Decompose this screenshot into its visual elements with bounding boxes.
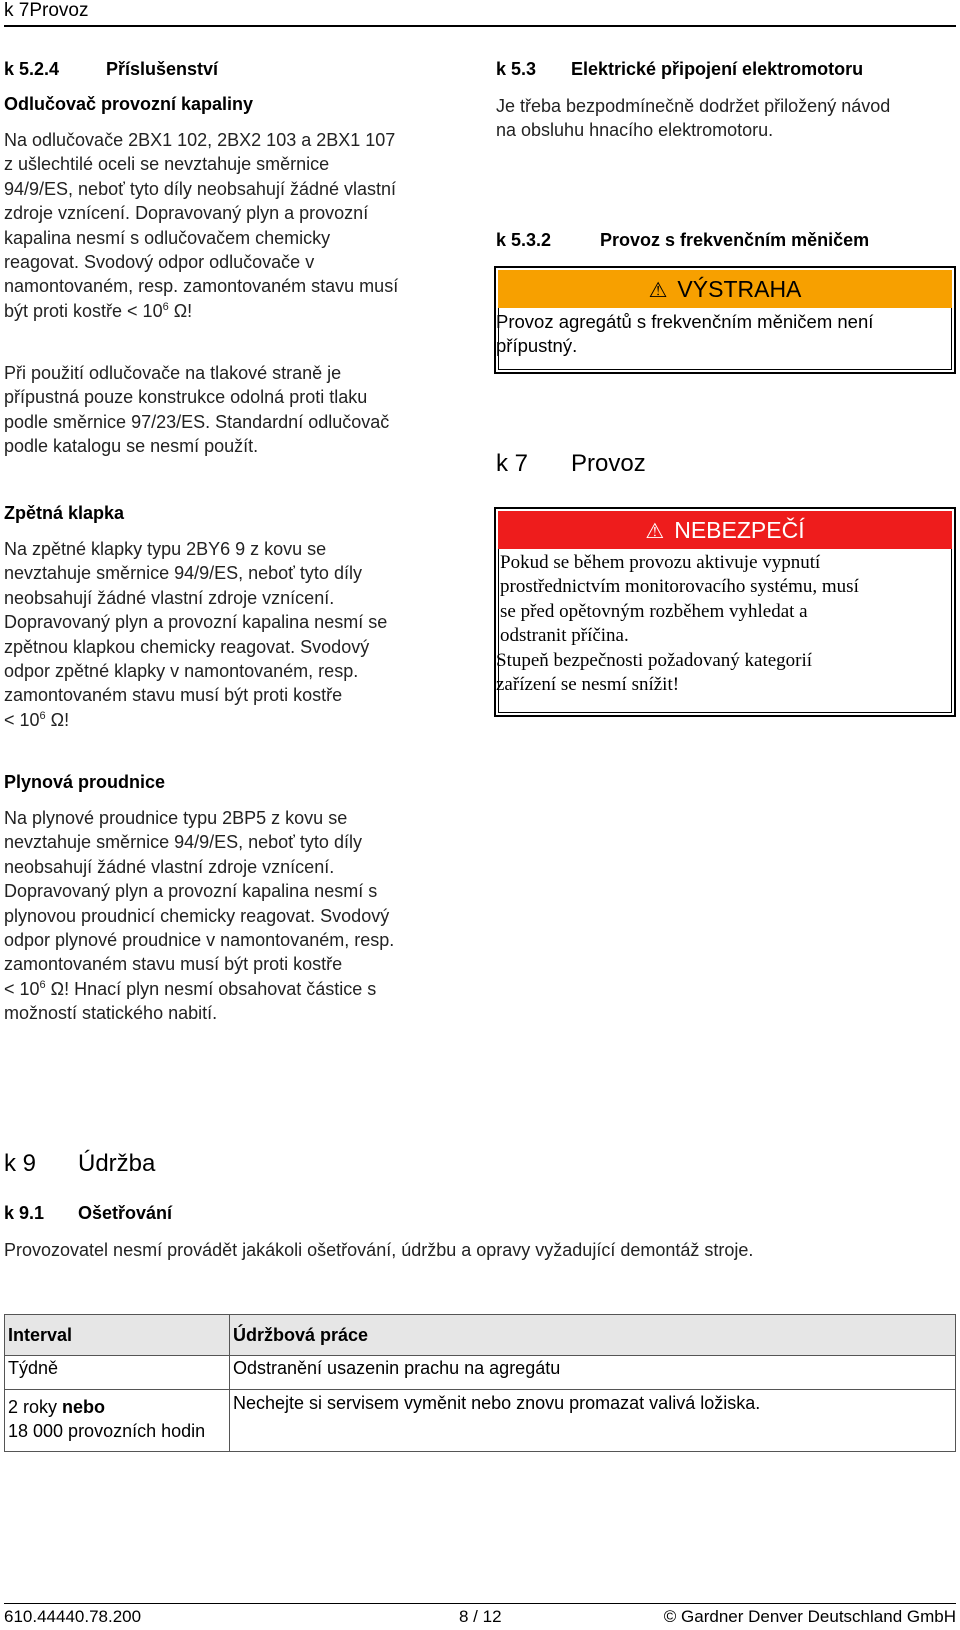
- warning-triangle-icon: ⚠: [648, 279, 668, 302]
- section-title-53: Elektrické připojení elektromotoru: [571, 59, 864, 79]
- section-title-532: Provoz s frekvenčním měničem: [600, 230, 870, 250]
- table-cell-interval: 2 roky nebo 18 000 provozních hodin: [5, 1390, 230, 1452]
- section-number-9: k 9: [4, 1150, 37, 1177]
- section-number-532: k 5.3.2: [496, 230, 552, 250]
- section-title-91: Ošetřování: [78, 1203, 173, 1223]
- check-valve-paragraph: Na zpětné klapky typu 2BY6 9 z kovu se nevztahuje směrnice 94/9/ES, neboť tyto díly neobsahují žádné vlastní zdroje vznícení. Dopravovaný plyn a provozní kapalina nesmí se zpětnou klapkou chemicky reagovat. Svodový odpor zpětné klapky v namontovaném, resp. zamontovaném stavu musí být proti kostře < $10^6$ Ω!: [4, 539, 388, 730]
- section-title-9: Údržba: [78, 1150, 156, 1177]
- table-cell-interval: Týdně: [5, 1356, 230, 1390]
- check-valve-heading: Zpětná klapka: [4, 503, 125, 523]
- section-title-7: Provoz: [571, 450, 646, 477]
- section-title-524: Příslušenství: [106, 59, 219, 79]
- section-number-7: k 7: [496, 450, 529, 477]
- running-header: k 7Provoz: [4, 0, 89, 21]
- maintenance-table: [4, 1314, 956, 1452]
- warning-text: Provoz agregátů s frekvenčním měničem není přípustný.: [496, 311, 874, 357]
- footer-doc-number: 610.44440.78.200: [4, 1607, 142, 1626]
- danger-label: NEBEZPEČÍ: [674, 517, 805, 543]
- danger-box: [494, 507, 956, 717]
- header-rule: [4, 25, 956, 27]
- section-number-91: k 9.1: [4, 1203, 45, 1223]
- motor-instructions: Je třeba bezpodmínečně dodržet přiložený návod na obsluhu hnacího elektromotoru.: [496, 96, 891, 141]
- warning-box: [494, 266, 956, 374]
- separator-paragraph: Na odlučovače 2BX1 102, 2BX2 103 a 2BX1 107 z ušlechtilé oceli se nevztahuje směrnice 94/9/ES, neboť tyto díly neobsahují žádné vlastní zdroje vznícení. Dopravovaný plyn a provozní kapalina nesmí s odlučovačem chemicky reagovat. Svodový odpor odlučovače v namontovaném, resp. zamontovaném stavu musí být proti kostře < $10^6$ Ω!: [4, 130, 399, 321]
- separator-heading: Odlučovač provozní kapaliny: [4, 94, 254, 114]
- danger-text: Pokud se během provozu aktivuje vypnutí prostřednictvím monitorovacího systému, musí se před opětovným rozběhem vyhledat a odstranit příčina.: [500, 552, 859, 647]
- separator-pressure-paragraph: Při použití odlučovače na tlakové straně je přípustná pouze konstrukce odolná proti tlaku podle směrnice 97/23/ES. Standardní odlučovač podle katalogu se nesmí použít.: [4, 363, 390, 457]
- table-cell-work: Odstranění usazenin prachu na agregátu: [230, 1356, 956, 1390]
- table-cell-work: Nechejte si servisem vyměnit nebo znovu promazat valivá ložiska.: [230, 1390, 956, 1452]
- warning-header: [498, 270, 952, 308]
- warning-label: VÝSTRAHA: [677, 276, 802, 302]
- footer-rule: [4, 1603, 956, 1604]
- table-row: [5, 1390, 956, 1452]
- danger-header: [498, 511, 952, 549]
- column-header-work: Údržbová práce: [230, 1315, 956, 1356]
- section-number-53: k 5.3: [496, 59, 537, 79]
- maintenance-intro: Provozovatel nesmí provádět jakákoli ošetřování, údržbu a opravy vyžadující demontáž stroje.: [4, 1240, 754, 1260]
- danger-triangle-icon: ⚠: [645, 520, 665, 543]
- section-number-524: k 5.2.4: [4, 59, 60, 79]
- column-header-interval: Interval: [5, 1315, 230, 1356]
- footer-copyright: © Gardner Denver Deutschland GmbH: [663, 1607, 956, 1626]
- table-header-row: [5, 1315, 956, 1356]
- footer-page-number: 8 / 12: [459, 1607, 502, 1626]
- table-row: [5, 1356, 956, 1390]
- gas-nozzle-paragraph: Na plynové proudnice typu 2BP5 z kovu se nevztahuje směrnice 94/9/ES, neboť tyto díly neobsahují žádné vlastní zdroje vznícení. Dopravovaný plyn a provozní kapalina nesmí s plynovou proudnicí chemicky reagovat. Svodový odpor plynové proudnice v namontovaném, resp. zamontovaném stavu musí být proti kostře < $10^6$ Ω! Hnací plyn nesmí obsahovat částice s možností statického nabití.: [4, 808, 395, 1024]
- danger-text-2: Stupeň bezpečnosti požadovaný kategorií zařízení se nesmí snížit!: [496, 650, 813, 696]
- gas-nozzle-heading: Plynová proudnice: [4, 772, 166, 792]
